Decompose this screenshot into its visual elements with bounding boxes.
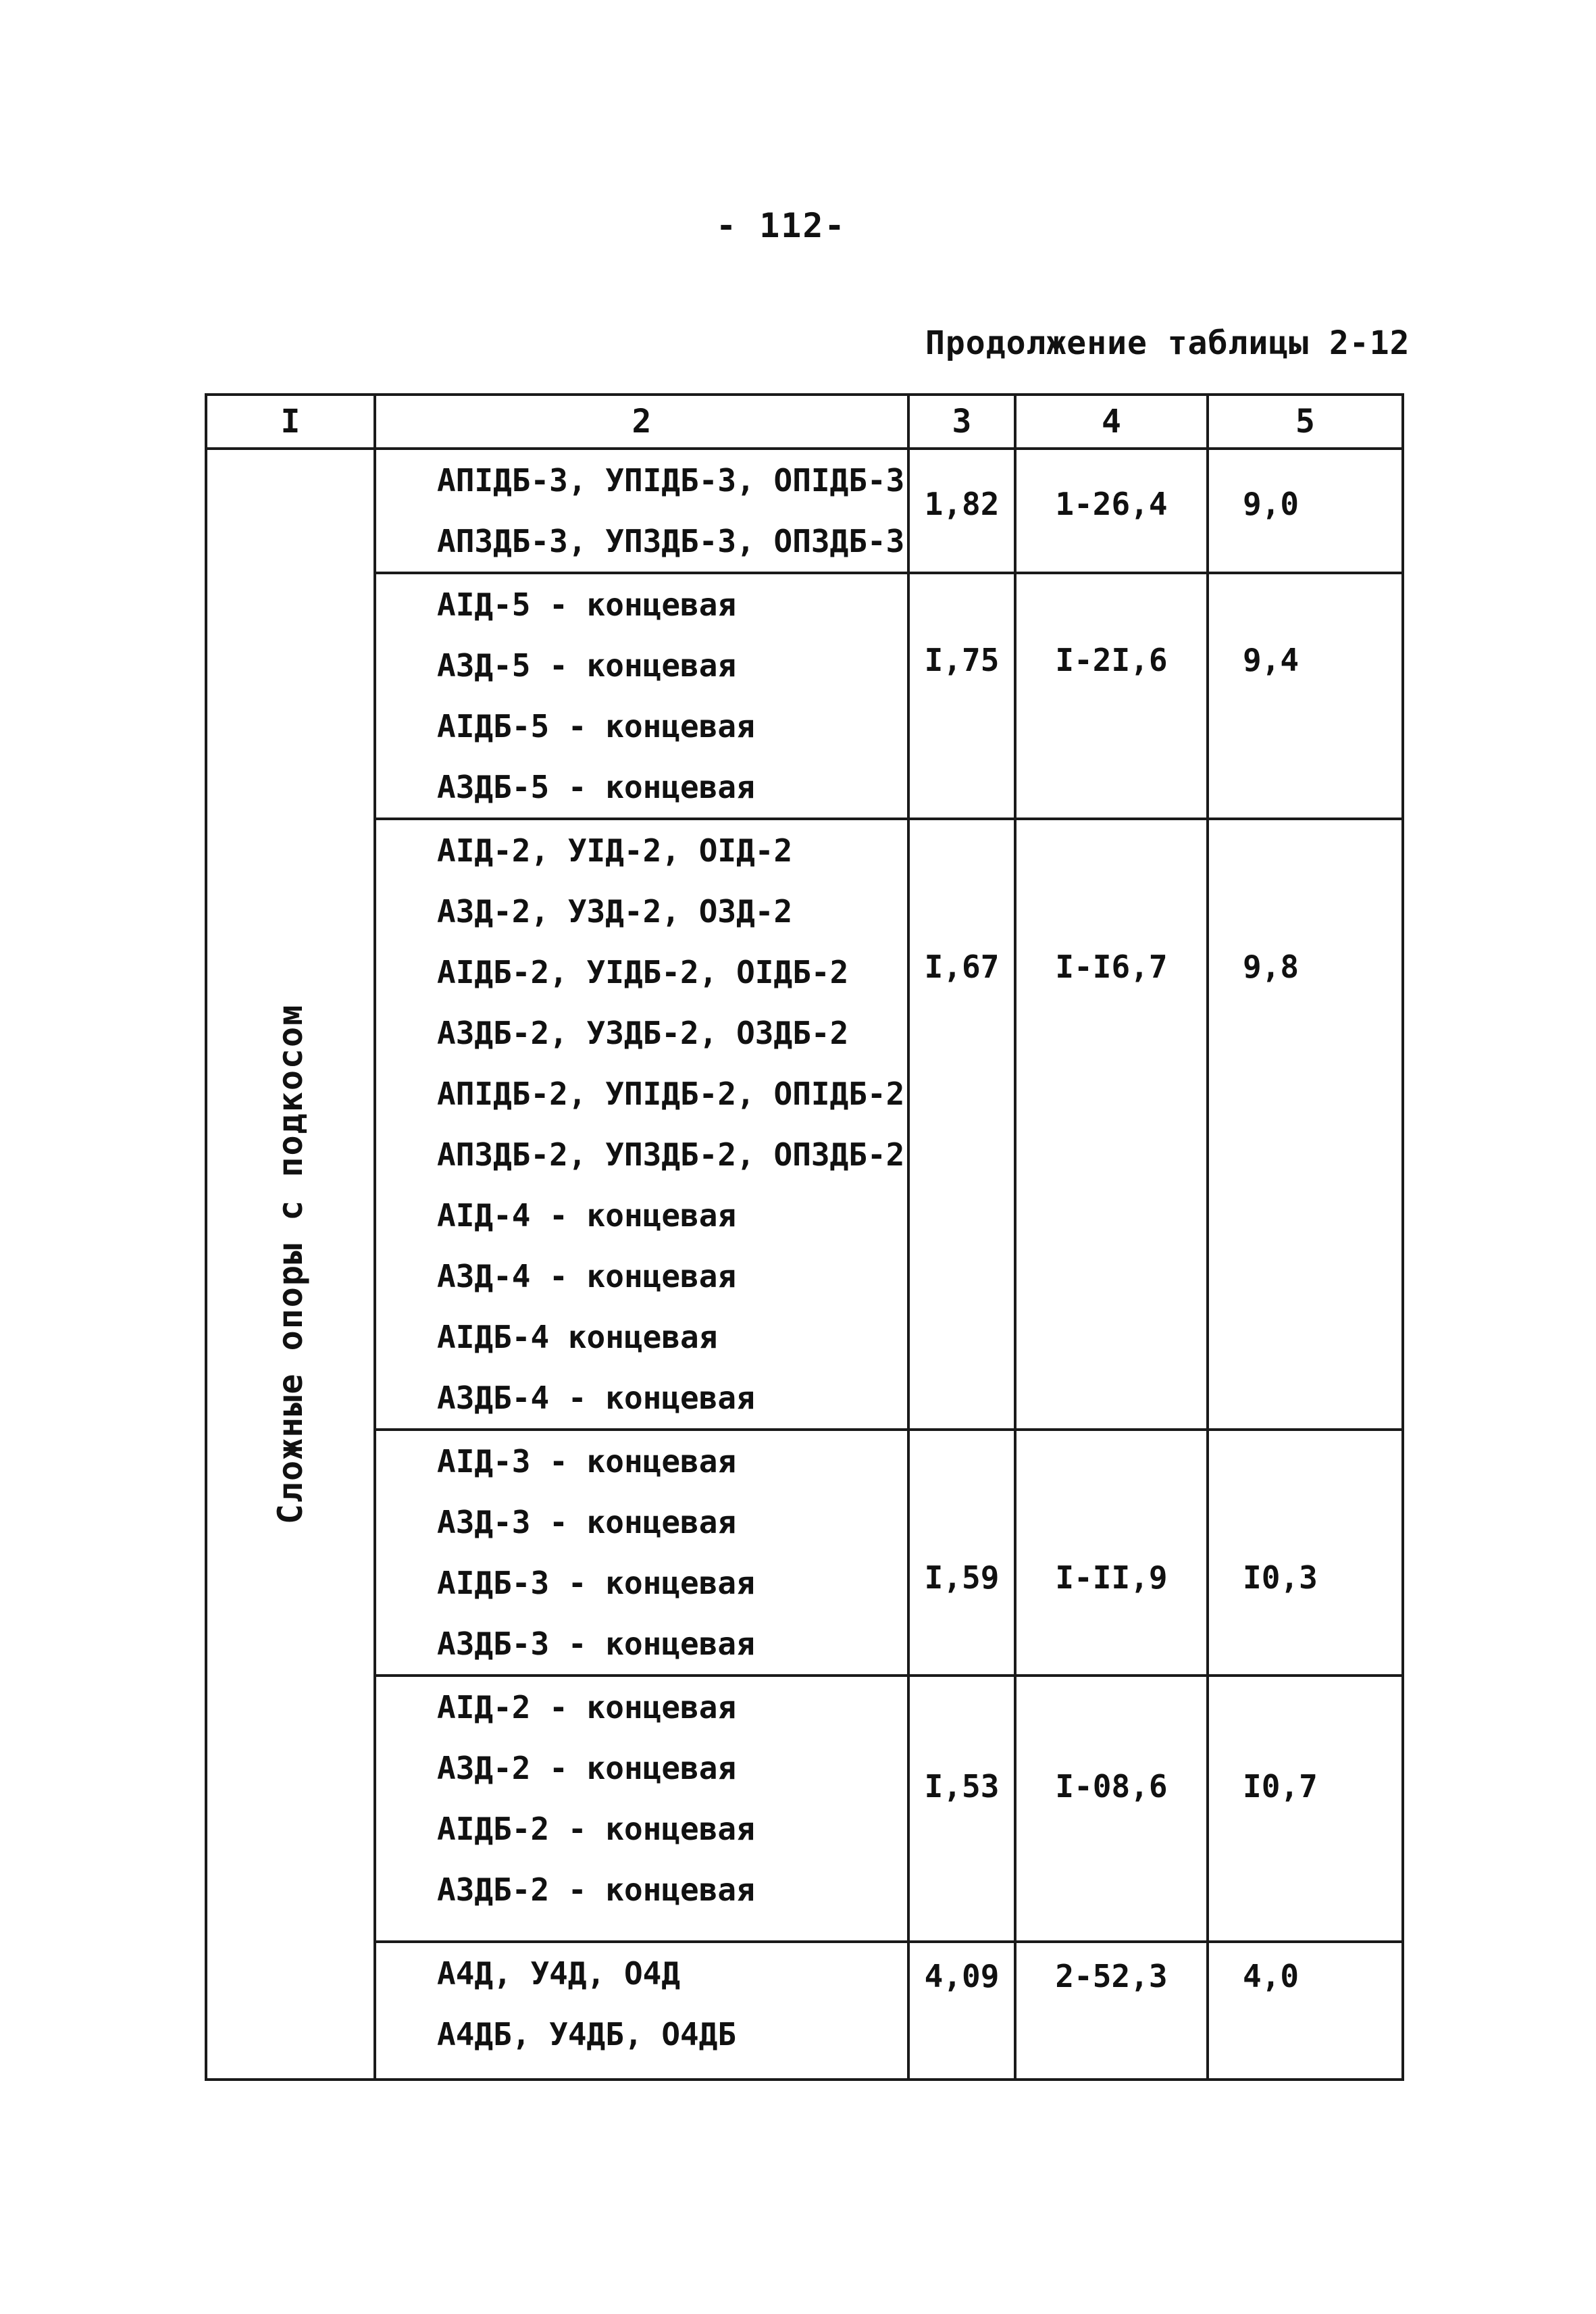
col5-value: 9,0 bbox=[1243, 486, 1299, 522]
name-line: АП3ДБ-2, УП3ДБ-2, ОП3ДБ-2 bbox=[437, 1136, 905, 1173]
names-cell bbox=[375, 1430, 908, 1676]
name-line: А3Д-3 - концевая bbox=[437, 1504, 737, 1540]
name-line: А3Д-2 - концевая bbox=[437, 1750, 737, 1786]
table-row bbox=[206, 449, 1403, 573]
col4-value: I-II,9 bbox=[1055, 1559, 1168, 1596]
header-col-3: 3 bbox=[908, 395, 1015, 449]
col5-value: I0,7 bbox=[1243, 1768, 1318, 1805]
col3-value: 4,09 bbox=[924, 1958, 1000, 1994]
table-row bbox=[206, 819, 1403, 1430]
name-line: АIД-3 - концевая bbox=[437, 1443, 737, 1480]
col3-value: 1,82 bbox=[924, 486, 1000, 522]
name-line: АIДБ-2 - концевая bbox=[437, 1811, 755, 1847]
header-col-1: I bbox=[206, 395, 375, 449]
table-header-row bbox=[206, 395, 1403, 449]
col4-value: 1-26,4 bbox=[1055, 486, 1168, 522]
name-line: АПIДБ-2, УПIДБ-2, ОПIДБ-2 bbox=[437, 1076, 905, 1112]
col5-value: I0,3 bbox=[1243, 1559, 1318, 1596]
name-line: АIДБ-5 - концевая bbox=[437, 708, 755, 745]
col4-cell bbox=[1015, 573, 1208, 819]
names-cell bbox=[375, 573, 908, 819]
name-line: АПIДБ-3, УПIДБ-3, ОПIДБ-3 bbox=[437, 462, 905, 499]
name-line: АIДБ-2, УIДБ-2, ОIДБ-2 bbox=[437, 954, 849, 990]
table-row bbox=[206, 1430, 1403, 1676]
col5-cell bbox=[1208, 1430, 1403, 1676]
header-col-4: 4 bbox=[1015, 395, 1208, 449]
names-cell bbox=[375, 819, 908, 1430]
col5-cell bbox=[1208, 819, 1403, 1430]
table-row bbox=[206, 573, 1403, 819]
name-line: АП3ДБ-3, УП3ДБ-3, ОП3ДБ-3 bbox=[437, 523, 905, 559]
name-line: А3ДБ-3 - концевая bbox=[437, 1626, 755, 1662]
names-cell bbox=[375, 1942, 908, 2080]
col3-value: I,75 bbox=[924, 642, 1000, 678]
name-line: А3Д-4 - концевая bbox=[437, 1258, 737, 1294]
name-line: А4Д, У4Д, О4Д bbox=[437, 1955, 681, 1992]
col4-cell bbox=[1015, 1942, 1208, 2080]
name-line: А4ДБ, У4ДБ, О4ДБ bbox=[437, 2016, 737, 2053]
col3-cell bbox=[908, 449, 1015, 573]
name-line: АIДБ-3 - концевая bbox=[437, 1565, 755, 1601]
group-label: Сложные опоры с подкосом bbox=[271, 1003, 310, 1525]
header-col-5: 5 bbox=[1208, 395, 1403, 449]
col5-cell bbox=[1208, 573, 1403, 819]
name-line: А3ДБ-2 - концевая bbox=[437, 1871, 755, 1908]
col3-value: I,59 bbox=[924, 1559, 1000, 1596]
data-table bbox=[205, 393, 1404, 2081]
col3-value: I,53 bbox=[924, 1768, 1000, 1805]
name-line: А3Д-5 - концевая bbox=[437, 647, 737, 684]
name-line: АIД-2 - концевая bbox=[437, 1689, 737, 1726]
names-cell bbox=[375, 1676, 908, 1942]
table-row bbox=[206, 1676, 1403, 1942]
table-caption: Продолжение таблицы 2-12 bbox=[925, 324, 1410, 362]
col4-cell bbox=[1015, 449, 1208, 573]
col4-value: 2-52,3 bbox=[1055, 1958, 1168, 1994]
col3-cell bbox=[908, 1430, 1015, 1676]
col3-cell bbox=[908, 819, 1015, 1430]
name-line: А3ДБ-2, У3ДБ-2, О3ДБ-2 bbox=[437, 1015, 849, 1051]
col4-cell bbox=[1015, 819, 1208, 1430]
name-line: А3Д-2, У3Д-2, О3Д-2 bbox=[437, 893, 793, 930]
name-line: АIД-5 - концевая bbox=[437, 586, 737, 623]
col5-cell bbox=[1208, 449, 1403, 573]
col4-value: I-08,6 bbox=[1055, 1768, 1168, 1805]
col3-cell bbox=[908, 1942, 1015, 2080]
col3-value: I,67 bbox=[924, 949, 1000, 985]
name-line: АIД-4 - концевая bbox=[437, 1197, 737, 1234]
col4-value: I-I6,7 bbox=[1055, 949, 1168, 985]
name-line: А3ДБ-5 - концевая bbox=[437, 769, 755, 805]
col4-cell bbox=[1015, 1430, 1208, 1676]
col4-value: I-2I,6 bbox=[1055, 642, 1168, 678]
col5-cell bbox=[1208, 1676, 1403, 1942]
table-row bbox=[206, 1942, 1403, 2080]
col5-cell bbox=[1208, 1942, 1403, 2080]
col5-value: 9,4 bbox=[1243, 642, 1299, 678]
group-label-cell bbox=[206, 449, 375, 2080]
col3-cell bbox=[908, 573, 1015, 819]
col5-value: 4,0 bbox=[1243, 1958, 1299, 1994]
page-number: - 112- bbox=[716, 206, 846, 245]
name-line: АIД-2, УIД-2, ОIД-2 bbox=[437, 832, 793, 869]
col3-cell bbox=[908, 1676, 1015, 1942]
col5-value: 9,8 bbox=[1243, 949, 1299, 985]
name-line: АIДБ-4 концевая bbox=[437, 1319, 718, 1355]
col4-cell bbox=[1015, 1676, 1208, 1942]
names-cell bbox=[375, 449, 908, 573]
header-col-2: 2 bbox=[375, 395, 908, 449]
name-line: А3ДБ-4 - концевая bbox=[437, 1380, 755, 1416]
